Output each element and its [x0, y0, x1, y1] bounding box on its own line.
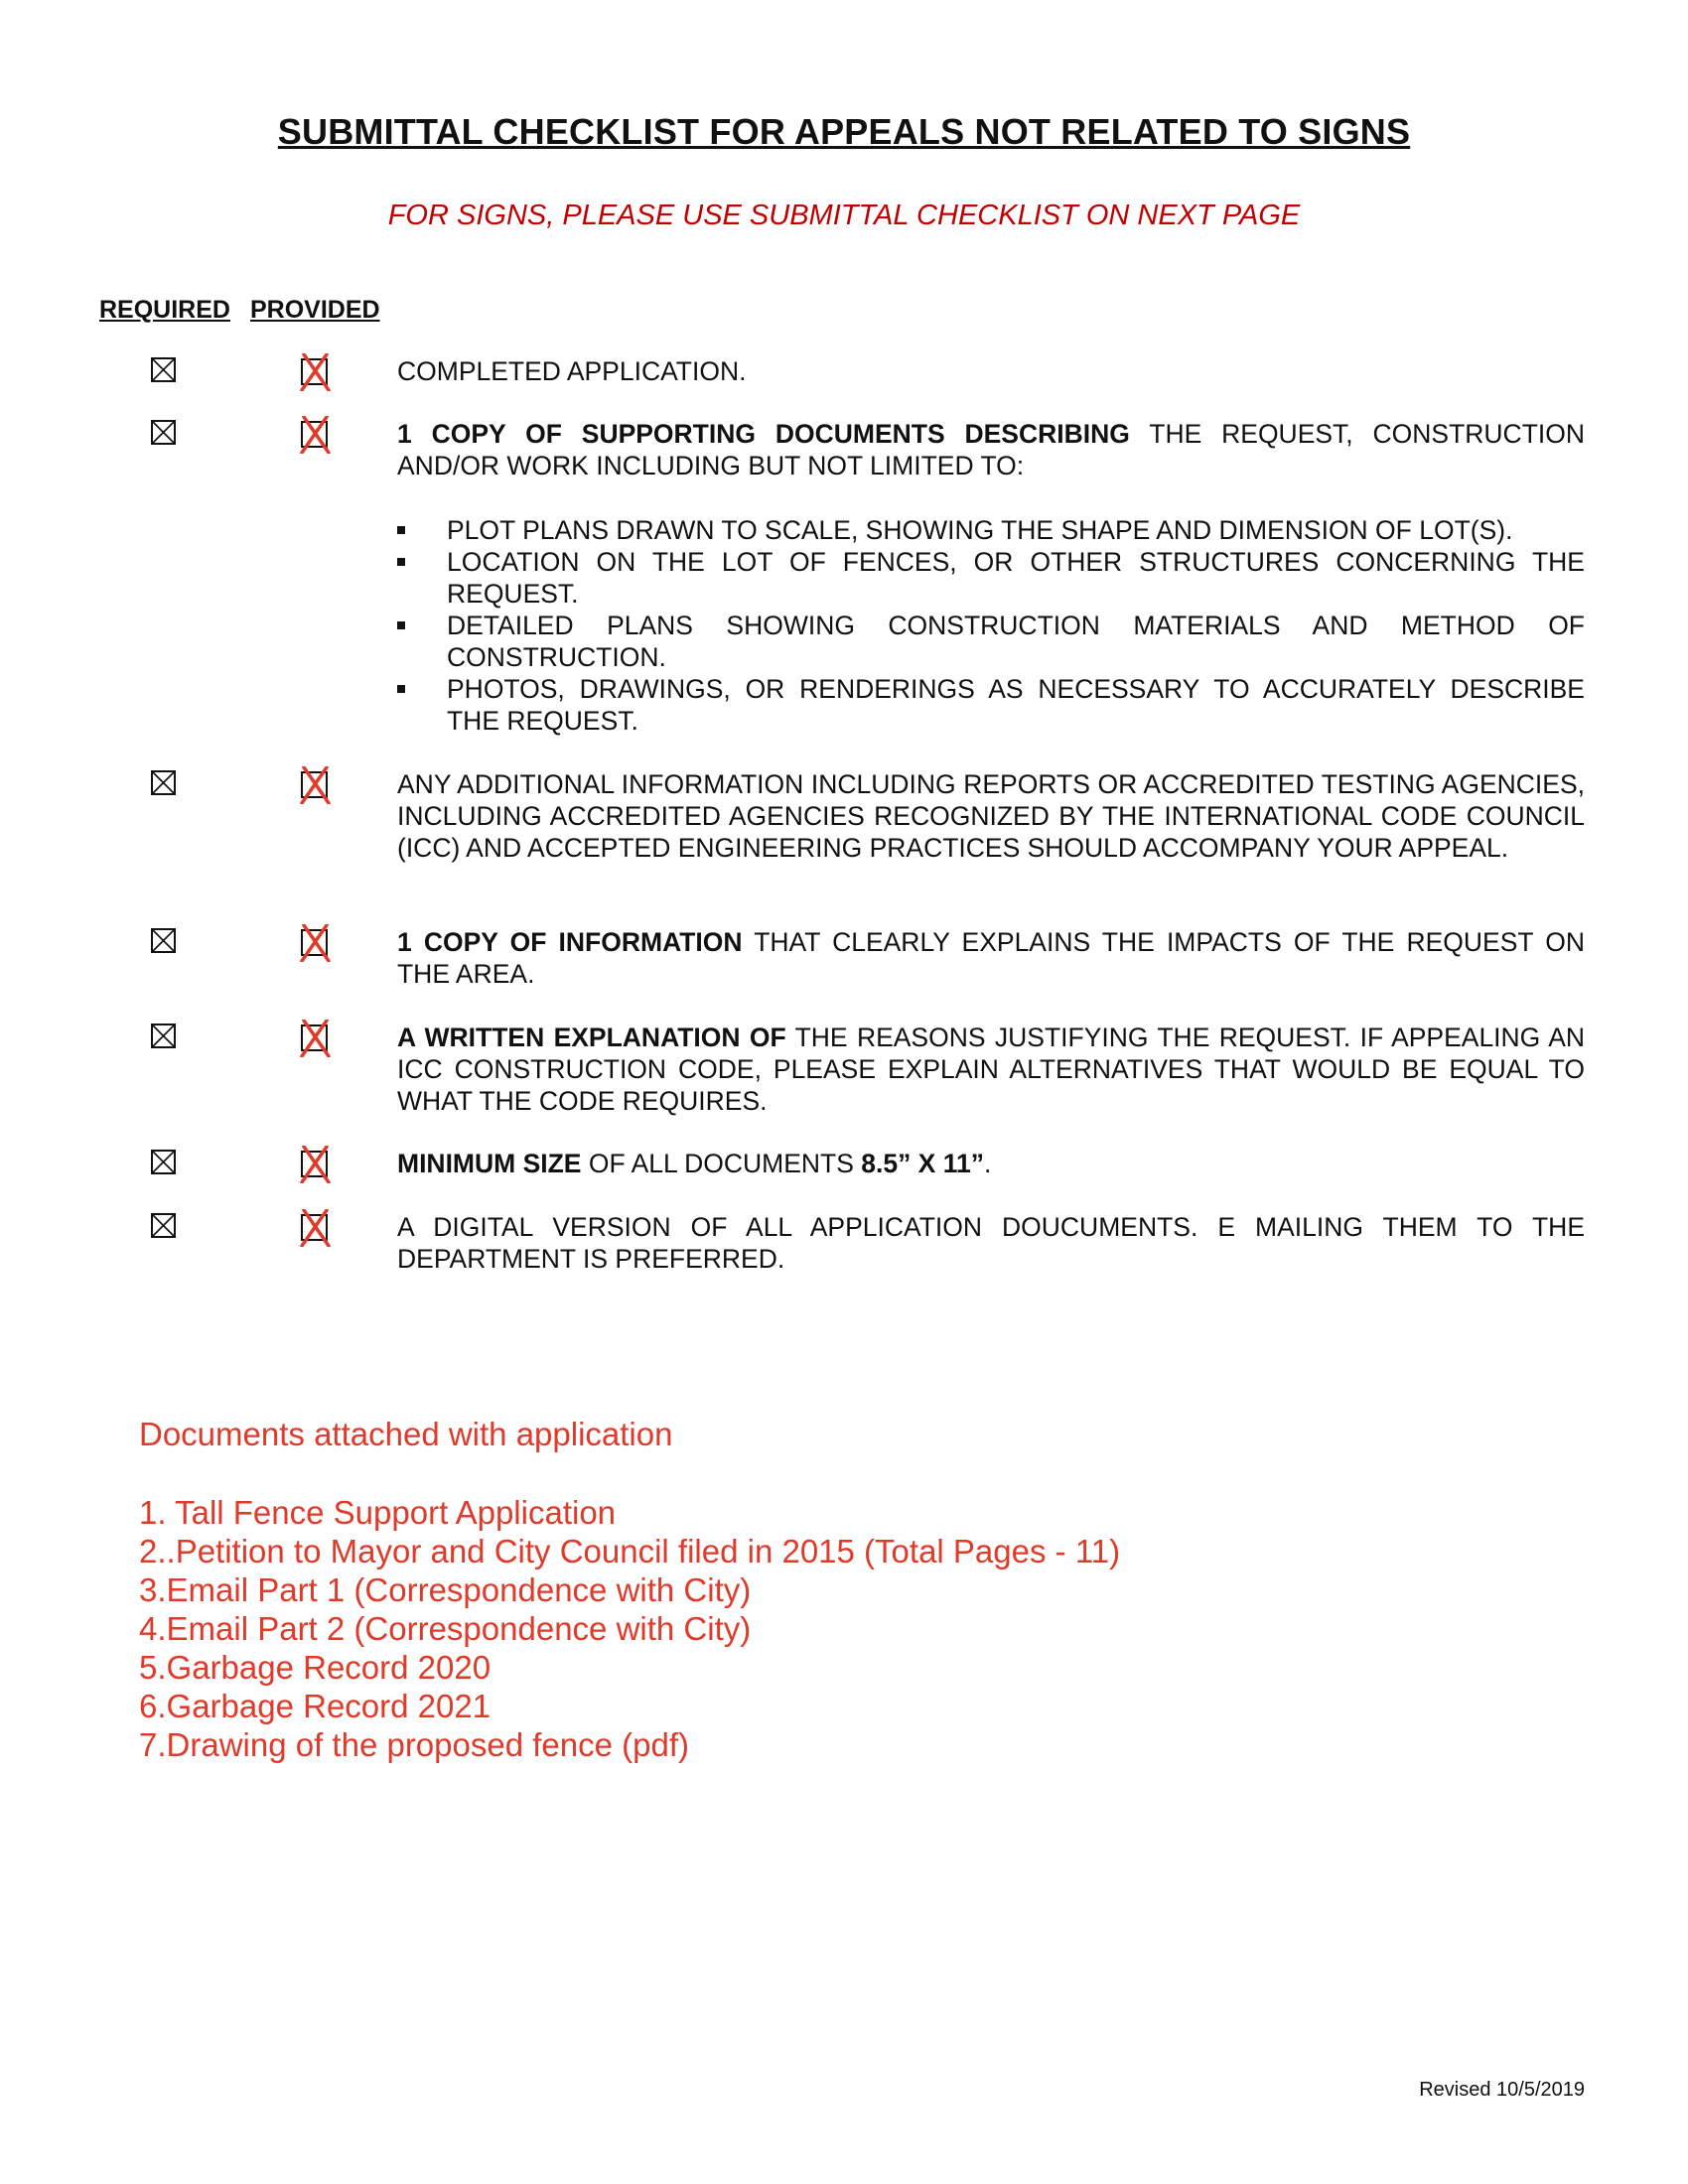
provided-checkbox-icon[interactable] — [296, 1209, 334, 1247]
page-title: SUBMITTAL CHECKLIST FOR APPEALS NOT RELATED TO SIGNS — [277, 111, 1411, 152]
bullet-icon — [397, 526, 405, 534]
list-item: 1. Tall Fence Support Application — [139, 1494, 617, 1531]
provided-checkbox-icon[interactable] — [296, 1020, 334, 1057]
column-header-provided: PROVIDED — [250, 296, 380, 324]
list-item: 6.Garbage Record 2021 — [139, 1688, 492, 1724]
list-item: 7.Drawing of the proposed fence (pdf) — [139, 1726, 689, 1763]
list-item: DETAILED PLANS SHOWING CONSTRUCTION MATERIALS AND METHOD OF CONSTRUCTION. — [397, 610, 1585, 673]
required-checkbox-icon[interactable] — [151, 1150, 176, 1174]
subtitle: FOR SIGNS, PLEASE USE SUBMITTAL CHECKLIST ON NEXT PAGE — [387, 200, 1301, 231]
provided-checkbox-icon[interactable] — [296, 766, 334, 804]
bullet-icon — [397, 621, 405, 629]
provided-checkbox-icon[interactable] — [296, 353, 334, 391]
checklist-item-text: COMPLETED APPLICATION. — [397, 356, 747, 386]
provided-checkbox-icon[interactable] — [296, 416, 334, 454]
checklist-item-text: 1 COPY OF INFORMATION THAT CLEARLY EXPLAINS THE IMPACTS OF THE REQUEST ON THE AREA. — [397, 927, 1585, 989]
list-item: 5.Garbage Record 2020 — [139, 1649, 492, 1686]
required-checkbox-icon[interactable] — [151, 357, 176, 382]
checklist-item-text: 1 COPY OF SUPPORTING DOCUMENTS DESCRIBING THE REQUEST, CONSTRUCTION AND/OR WORK INCLUDING BUT NOT LIMITED TO: — [397, 419, 1585, 480]
attached-documents-list — [139, 1493, 1120, 1764]
list-item: PLOT PLANS DRAWN TO SCALE, SHOWING THE SHAPE AND DIMENSION OF LOT(S). — [397, 514, 1585, 546]
required-checkbox-icon[interactable] — [151, 1024, 176, 1048]
attached-documents-heading: Documents attached with application — [139, 1416, 673, 1452]
column-header-required: REQUIRED — [99, 296, 230, 324]
list-item: PHOTOS, DRAWINGS, OR RENDERINGS AS NECESSARY TO ACCURATELY DESCRIBE THE REQUEST. — [397, 673, 1585, 737]
provided-checkbox-icon[interactable] — [296, 1146, 334, 1183]
required-checkbox-icon[interactable] — [151, 928, 176, 953]
list-item: 3.Email Part 1 (Correspondence with City) — [139, 1571, 752, 1608]
checklist-item-text: A WRITTEN EXPLANATION OF THE REASONS JUSTIFYING THE REQUEST. IF APPEALING AN ICC CONSTRUCTION CODE, PLEASE EXPLAIN ALTERNATIVES THAT WOULD BE EQUAL TO WHAT THE CODE REQUIRES. — [397, 1023, 1586, 1116]
checklist-item-text: A DIGITAL VERSION OF ALL APPLICATION DOUCUMENTS. E MAILING THEM TO THE DEPARTMENT IS PREFERRED. — [397, 1212, 1585, 1274]
list-item: LOCATION ON THE LOT OF FENCES, OR OTHER STRUCTURES CONCERNING THE REQUEST. — [397, 546, 1585, 610]
list-item: 2..Petition to Mayor and City Council filed in 2015 (Total Pages - 11) — [139, 1533, 1121, 1570]
provided-checkbox-icon[interactable] — [296, 924, 334, 962]
required-checkbox-icon[interactable] — [151, 1213, 176, 1238]
bullet-icon — [397, 558, 405, 566]
bullet-icon — [397, 685, 405, 693]
supporting-documents-list — [397, 514, 1585, 737]
required-checkbox-icon[interactable] — [151, 420, 176, 445]
checklist-item-text: ANY ADDITIONAL INFORMATION INCLUDING REPORTS OR ACCREDITED TESTING AGENCIES, INCLUDING ACCREDITED AGENCIES RECOGNIZED BY THE INTERNATIONAL CODE COUNCIL (ICC) AND ACCEPTED ENGINEERING PRACTICES SHOULD ACCOMPANY YOUR APPEAL. — [397, 769, 1585, 863]
checklist-item-text: MINIMUM SIZE OF ALL DOCUMENTS 8.5” X 11”. — [397, 1149, 992, 1178]
list-item: 4.Email Part 2 (Correspondence with City) — [139, 1610, 752, 1647]
required-checkbox-icon[interactable] — [151, 770, 176, 795]
revised-date: Revised 10/5/2019 — [1419, 2079, 1585, 2101]
